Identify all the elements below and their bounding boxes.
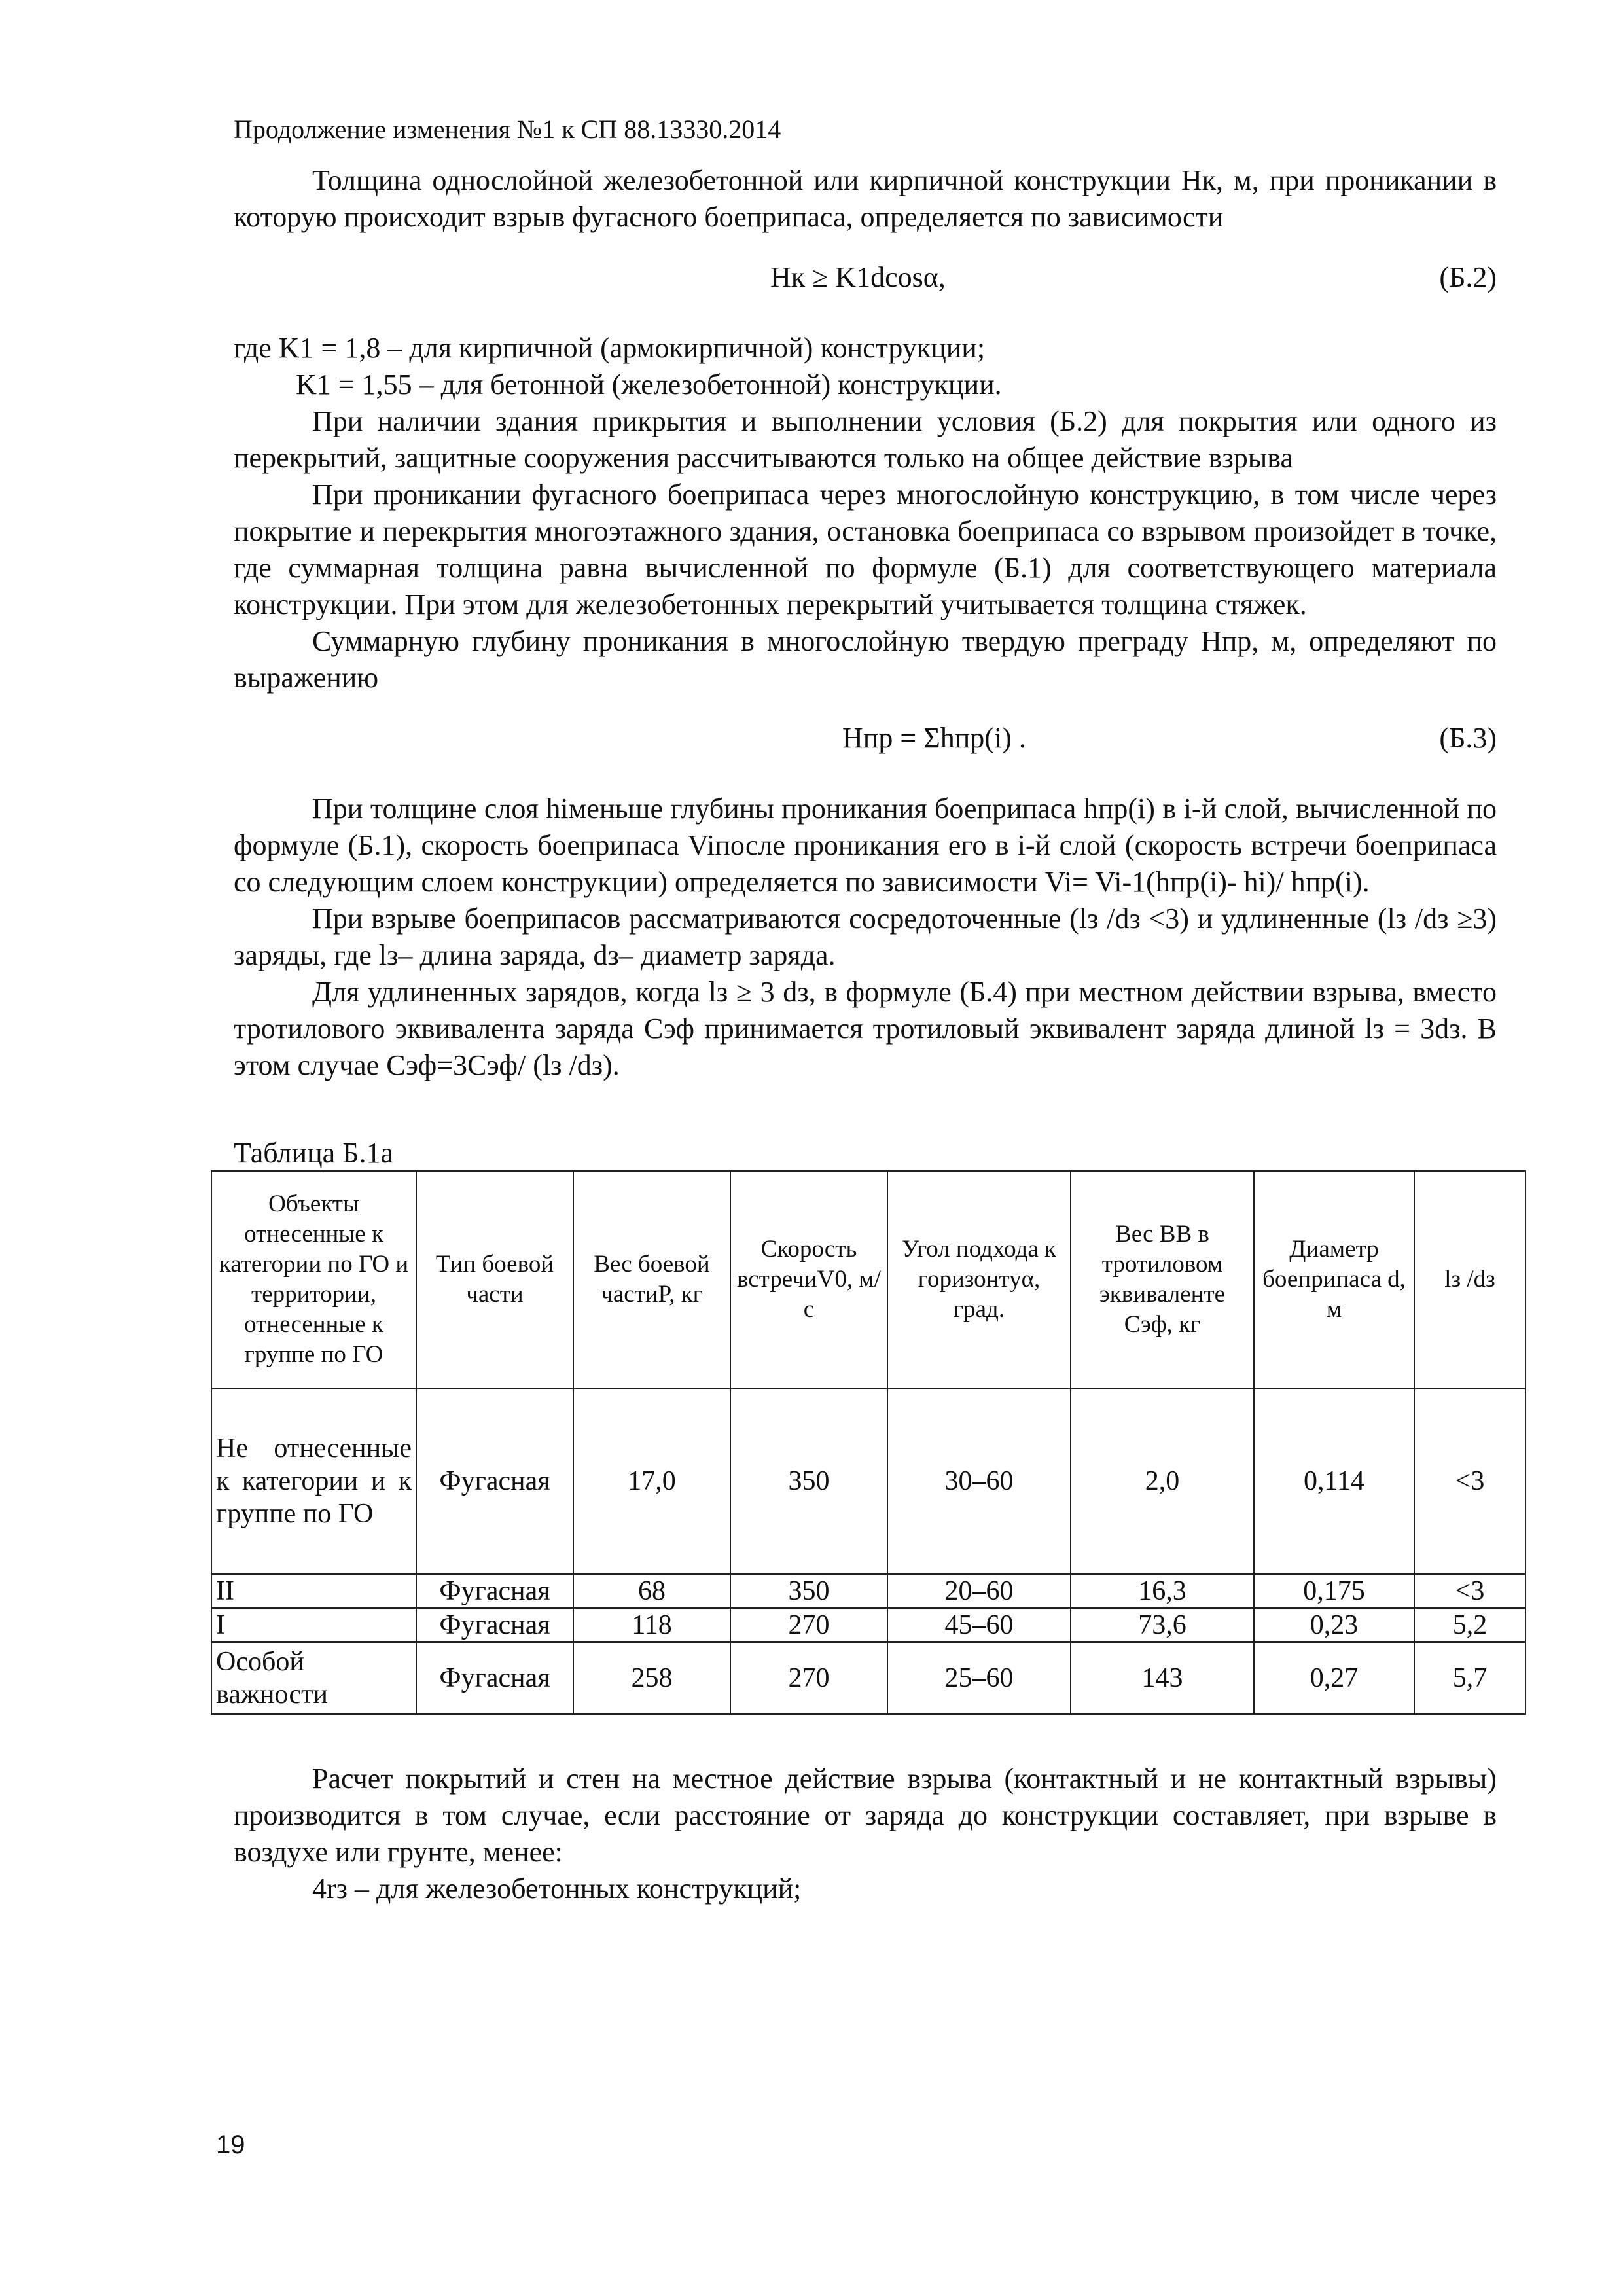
header-warhead-type: Тип боевой части [416,1171,573,1388]
table-cell-velocity: 270 [730,1642,887,1714]
table-row [211,1574,1525,1608]
table-cell-angle: 30–60 [887,1388,1071,1574]
formula-b3 [234,720,1497,762]
document-page [216,111,1497,1907]
table-cell-object: I [211,1608,416,1642]
table-cell-velocity: 270 [730,1608,887,1642]
table-cell-weight: 17,0 [573,1388,730,1574]
table-cell-diameter: 0,27 [1254,1642,1414,1714]
table-cell-ratio: 5,2 [1414,1608,1525,1642]
table-cell-tnt: 143 [1071,1642,1254,1714]
table-header-row [211,1171,1525,1388]
formula-b3-number: (Б.3) [1439,722,1497,754]
header-approach-angle: Угол подхода к горизонтуα, град. [887,1171,1071,1388]
table-cell-ratio: <3 [1414,1574,1525,1608]
table-cell-velocity: 350 [730,1574,887,1608]
paragraph-7: Для удлиненных зарядов, когда lз ≥ 3 dз, в формуле (Б.4) при местном действии взрыва, вместо тротилового эквивалента заряда Сэф принимается тротиловый эквивалент заряда длиной lз = 3dз. В этом случае Сэф=3Сэф/ (lз /dз). [234,976,1497,1081]
formula-b2-expression: Hк ≥ K1dcosα, [770,261,946,293]
table-cell-diameter: 0,175 [1254,1574,1414,1608]
table-cell-angle: 45–60 [887,1608,1071,1642]
paragraph-3: При проникании фугасного боеприпаса через многослойную конструкцию, в том числе через покрытие и перекрытия многоэтажного здания, остановка боеприпаса со взрывом произойдет в точке, где суммарная толщина равна вычисленной по формуле (Б.1) для соответствующего материала конструкции. При этом для железобетонных перекрытий учитывается толщина стяжек. [234,478,1497,620]
table-row [211,1388,1525,1574]
table-cell-type: Фугасная [416,1388,573,1574]
table-cell-weight: 68 [573,1574,730,1608]
header-objects: Объекты отнесенные к категории по ГО и территории, отнесенные к группе по ГО [211,1171,416,1388]
table-cell-type: Фугасная [416,1608,573,1642]
paragraph-5: При толщине слоя hiменьше глубины проникания боеприпаса hпр(i) в i-й слой, вычисленной по формуле (Б.1), скорость боеприпаса Viпосле проникания его в i-й слой (скорость встречи боеприпаса со следующим слоем конструкции) определяется по зависимости Vi= Vi-1(hпр(i)- hi)/ hпр(i). [234,793,1497,898]
paragraph-6: При взрыве боеприпасов рассматриваются сосредоточенные (lз /dз <3) и удлиненные (lз /dз ≥3) заряды, где lз– длина заряда, dз– диаметр заряда. [234,903,1497,971]
table-row [211,1608,1525,1642]
table-cell-tnt: 16,3 [1071,1574,1254,1608]
page-number: 19 [216,2130,245,2159]
table-caption: Таблица Б.1а [234,1137,393,1169]
formula-b3-expression: Hпр = Σhпр(i) . [842,722,1026,754]
coefficient-definitions [234,330,1497,403]
table-cell-angle: 20–60 [887,1574,1071,1608]
table-cell-ratio: <3 [1414,1388,1525,1574]
table-cell-tnt: 2,0 [1071,1388,1254,1574]
header-diameter: Диаметр боеприпаса d, м [1254,1171,1414,1388]
header-impact-velocity: Скорость встречиV0, м/с [730,1171,887,1388]
paragraph-9: 4rз – для железобетонных конструкций; [312,1873,802,1905]
table-cell-diameter: 0,23 [1254,1608,1414,1642]
coefficient-line-2: K1 = 1,55 – для бетонной (железобетонной) конструкции. [296,368,1002,401]
table-cell-type: Фугасная [416,1642,573,1714]
table-cell-weight: 118 [573,1608,730,1642]
table-cell-ratio: 5,7 [1414,1642,1525,1714]
header-warhead-weight: Вес боевой частиP, кг [573,1171,730,1388]
table-cell-weight: 258 [573,1642,730,1714]
coefficient-line-1: где K1 = 1,8 – для кирпичной (армокирпичной) конструкции; [234,332,986,364]
table-cell-object: Особой важности [211,1642,416,1714]
paragraph-8: Расчет покрытий и стен на местное действие взрыва (контактный и не контактный взрывы) производится в том случае, если расстояние от заряда до конструкции составляет, при взрыве в воздухе или грунте, менее: [234,1763,1497,1868]
table-row [211,1642,1525,1714]
table-cell-angle: 25–60 [887,1642,1071,1714]
table-cell-object: II [211,1574,416,1608]
formula-b2-number: (Б.2) [1439,261,1497,293]
paragraph-4: Суммарную глубину проникания в многослойную твердую преграду Hпр, м, определяют по выражению [234,625,1497,694]
table-cell-object: Не отнесенные к категории и к группе по ГО [211,1388,416,1574]
page-header: Продолжение изменения №1 к СП 88.13330.2014 [234,115,781,144]
header-ratio: lз /dз [1414,1171,1525,1388]
formula-b2 [234,259,1497,301]
table-cell-velocity: 350 [730,1388,887,1574]
table-cell-diameter: 0,114 [1254,1388,1414,1574]
table-cell-type: Фугасная [416,1574,573,1608]
paragraph-1: Толщина однослойной железобетонной или кирпичной конструкции Hк, м, при проникании в которую происходит взрыв фугасного боеприпаса, определяется по зависимости [234,164,1497,233]
paragraph-2: При наличии здания прикрытия и выполнении условия (Б.2) для покрытия или одного из перекрытий, защитные сооружения рассчитываются только на общее действие взрыва [234,405,1497,474]
header-tnt-equivalent: Вес ВВ в тротиловом эквиваленте Сэф, кг [1071,1171,1254,1388]
table-cell-tnt: 73,6 [1071,1608,1254,1642]
warhead-parameters-table [211,1170,1526,1715]
